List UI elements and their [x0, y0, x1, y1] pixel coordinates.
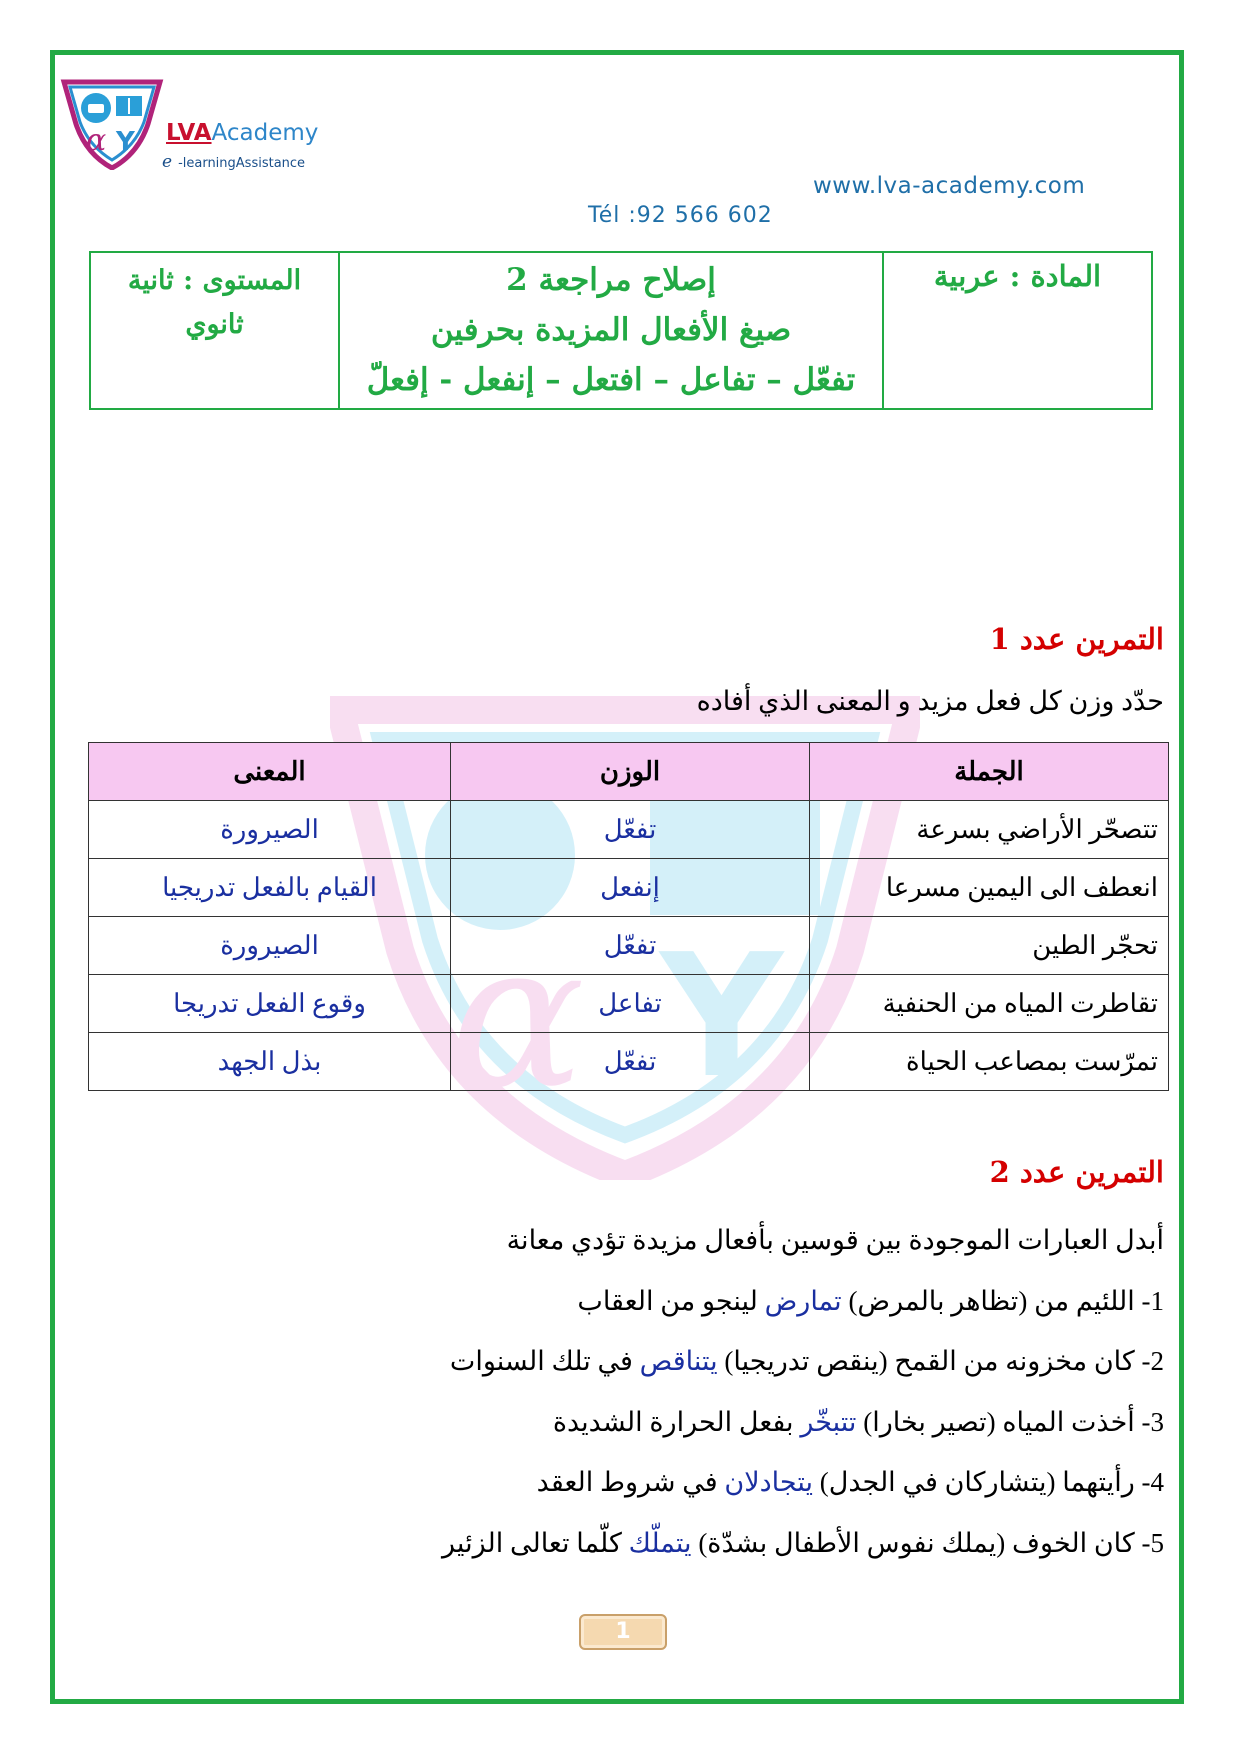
svg-text:Y: Y: [116, 127, 135, 157]
level-cell: المستوى : ثانية ثانوي: [90, 252, 339, 409]
lva-shield-logo-icon: [58, 78, 166, 170]
exercise-1-table: [88, 742, 1169, 1091]
website-link[interactable]: www.lva-academy.com: [813, 173, 1086, 199]
exercise-1-title: التمرين عدد 1: [989, 622, 1164, 656]
title-cell: [339, 252, 883, 409]
exercise-1-instruction: حدّد وزن كل فعل مزيد و المعنى الذي أفاده: [696, 686, 1164, 716]
svg-text:α: α: [86, 123, 107, 158]
list-item: 5- كان الخوف (يملك نفوس الأطفال بشدّة) يتملّك كلّما تعالى الزئير: [442, 1528, 1164, 1558]
brand-tagline: e -learningAssistance: [162, 152, 306, 172]
column-header-sentence: الجملة: [810, 743, 1169, 801]
table-row: انعطف الى اليمين مسرعا إنفعل القيام بالفعل تدريجيا: [89, 859, 1169, 917]
table-row: تمرّست بمصاعب الحياة تفعّل بذل الجهد: [89, 1033, 1169, 1091]
subject-cell: المادة : عربية: [883, 252, 1152, 409]
page-number: 1: [579, 1614, 667, 1650]
exercise-2-instruction: أبدل العبارات الموجودة بين قوسين بأفعال مزيدة تؤدي معانة: [506, 1225, 1164, 1255]
column-header-meaning: المعنى: [89, 743, 451, 801]
table-row: تحجّر الطين تفعّل الصيرورة: [89, 917, 1169, 975]
list-item: 3- أخذت المياه (تصير بخارا) تتبخّر بفعل الحرارة الشديدة: [552, 1407, 1164, 1437]
table-row: تقاطرت المياه من الحنفية تفاعل وقوع الفعل تدريجا: [89, 975, 1169, 1033]
table-row: تتصحّر الأراضي بسرعة تفعّل الصيرورة: [89, 801, 1169, 859]
list-item: 2- كان مخزونه من القمح (ينقص تدريجيا) يتناقص في تلك السنوات: [449, 1346, 1164, 1376]
list-item: 1- اللئيم من (تظاهر بالمرض) تمارض لينجو من العقاب: [577, 1286, 1164, 1316]
brand-name: LVAAcademy: [166, 120, 319, 146]
column-header-form: الوزن: [451, 743, 810, 801]
header-table: [89, 251, 1153, 410]
exercise-2-title: التمرين عدد 2: [989, 1155, 1164, 1189]
list-item: 4- رأيتهما (يتشاركان في الجدل) يتجادلان في شروط العقد: [536, 1467, 1164, 1497]
title-line-2: صيغ الأفعال المزيدة بحرفين: [430, 312, 792, 348]
svg-text:α: α: [450, 900, 586, 1133]
title-line-3: تفعّل – تفاعل – افتعل – إنفعل - إفعلّ: [366, 362, 856, 398]
svg-text:Y: Y: [660, 918, 784, 1116]
phone-number: Tél :92 566 602: [588, 203, 773, 228]
title-line-1: إصلاح مراجعة 2: [506, 262, 716, 298]
